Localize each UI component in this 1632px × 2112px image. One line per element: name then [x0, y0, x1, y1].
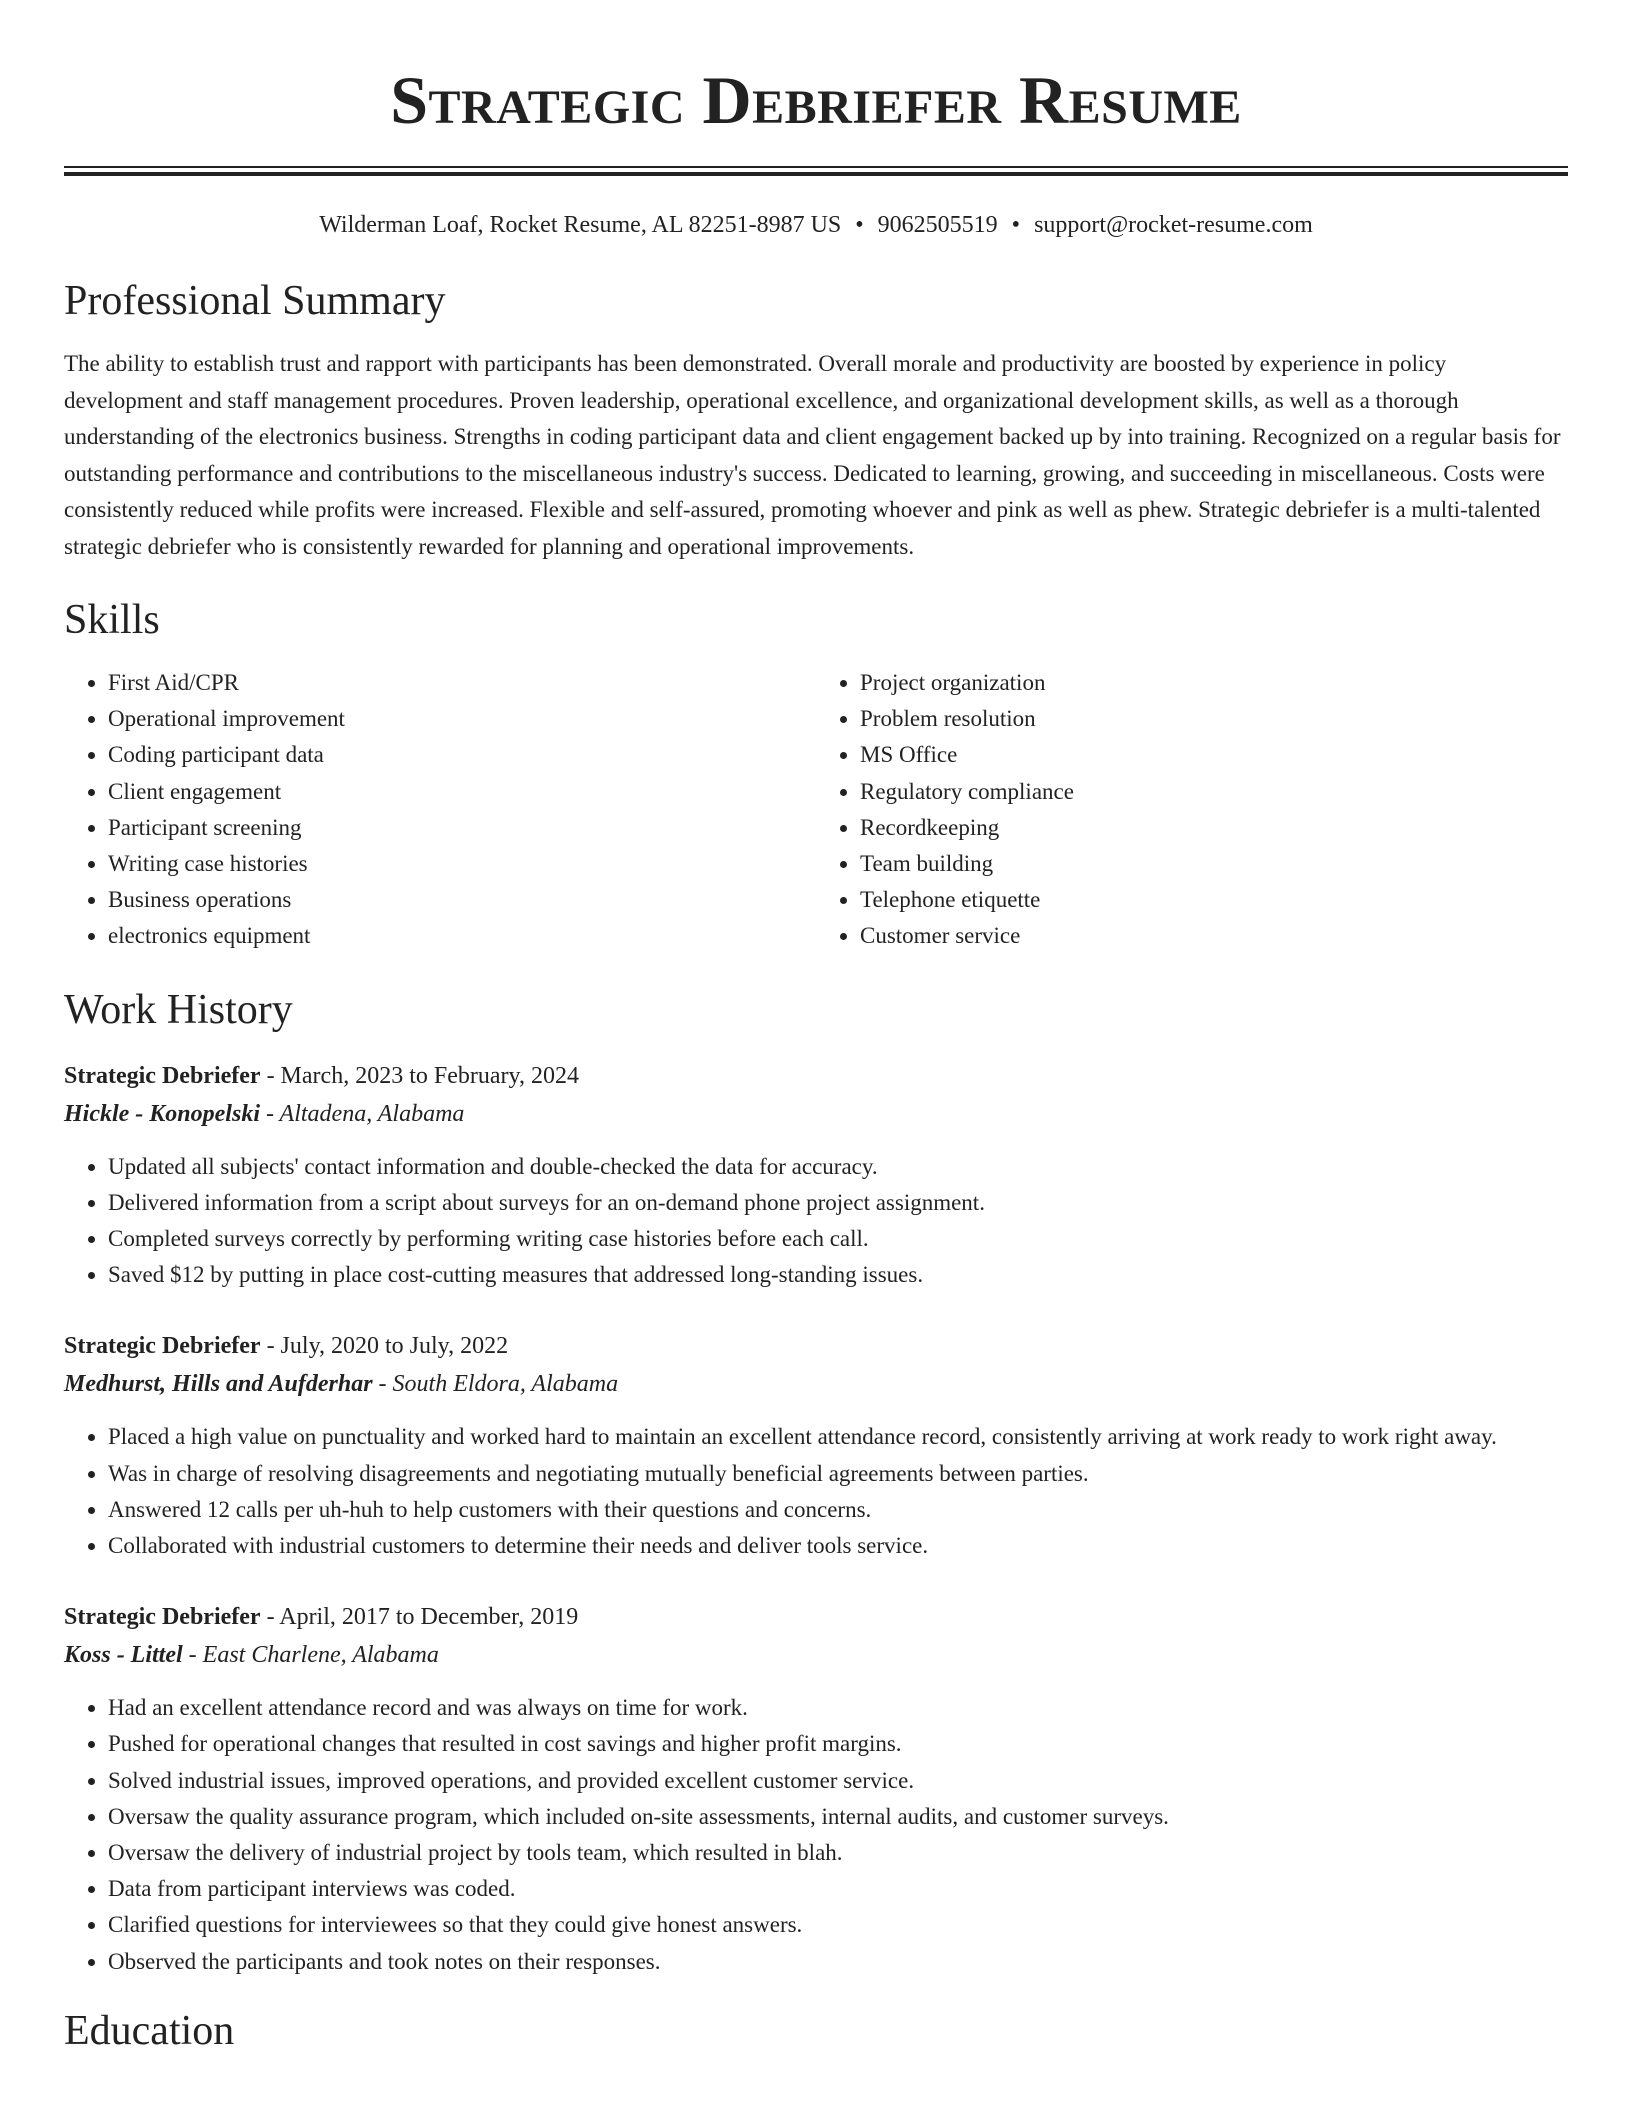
skill-item: • Recordkeeping — [860, 810, 1568, 846]
job-title-line — [64, 1057, 1568, 1095]
skill-item: • MS Office — [860, 737, 1568, 773]
job-company: Hickle - Konopelski — [64, 1100, 260, 1127]
resume-title: Strategic Debriefer Resume — [390, 62, 1242, 138]
job-entry — [64, 1598, 1568, 1980]
job-title-line — [64, 1327, 1568, 1365]
job-bullets — [64, 1419, 1568, 1564]
contact-email[interactable]: support@rocket-resume.com — [1034, 212, 1313, 238]
skills-heading: Skills — [64, 597, 160, 643]
contact-line — [64, 210, 1568, 240]
summary-heading: Professional Summary — [64, 278, 446, 324]
job-bullet: • Data from participant interviews was coded. — [108, 1871, 1568, 1907]
job-dates: - April, 2017 to December, 2019 — [260, 1604, 579, 1631]
education-heading: Education — [64, 2007, 235, 2054]
title-divider-thin — [64, 166, 1568, 168]
skill-item: • Regulatory compliance — [860, 774, 1568, 810]
skills-list-right — [816, 665, 1568, 955]
job-bullet: • Solved industrial issues, improved operations, and provided excellent customer service. — [108, 1763, 1568, 1799]
contact-separator: • — [1011, 212, 1021, 238]
job-location: - South Eldora, Alabama — [372, 1371, 619, 1398]
job-bullets — [64, 1149, 1568, 1294]
job-company: Koss - Littel — [64, 1642, 183, 1669]
skill-item: • Operational improvement — [108, 701, 816, 737]
skill-item: • Participant screening — [108, 810, 816, 846]
job-bullet: • Was in charge of resolving disagreements and negotiating mutually beneficial agreements between parties. — [108, 1456, 1568, 1492]
job-role: Strategic Debriefer — [64, 1604, 261, 1631]
work-history-heading: Work History — [64, 986, 293, 1033]
job-title-line — [64, 1598, 1568, 1636]
job-company-line — [64, 1636, 1568, 1674]
job-bullet: • Clarified questions for interviewees so that they could give honest answers. — [108, 1907, 1568, 1943]
job-company-line — [64, 1365, 1568, 1403]
job-bullet: • Pushed for operational changes that resulted in cost savings and higher profit margins. — [108, 1726, 1568, 1762]
job-location: - Altadena, Alabama — [259, 1100, 465, 1127]
skills-list-left — [64, 665, 816, 955]
job-role: Strategic Debriefer — [64, 1062, 261, 1089]
summary-text: The ability to establish trust and rapport with participants has been demonstrated. Overall morale and productivity are boosted by experience in policy development and staff management procedures. Proven leadership, operational excellence, and organizational development skills, as well as a thorough understanding of the electronics business. Strengths in coding participant data and client engagement backed up by into training. Recognized on a regular basis for outstanding performance and contributions to the miscellaneous industry's success. Dedicated to learning, growing, and succeeding in miscellaneous. Costs were consistently reduced while profits were increased. Flexible and self-assured, promoting whoever and pink as well as phew. Strategic debriefer is a multi-talented strategic debriefer who is consistently rewarded for planning and operational improvements. — [64, 351, 1561, 559]
skills-columns — [64, 665, 1568, 955]
job-entry — [64, 1057, 1568, 1294]
job-bullet: • Oversaw the delivery of industrial project by tools team, which resulted in blah. — [108, 1835, 1568, 1871]
skill-item: • Problem resolution — [860, 701, 1568, 737]
job-bullet: • Updated all subjects' contact information and double-checked the data for accuracy. — [108, 1149, 1568, 1185]
skill-item: • First Aid/CPR — [108, 665, 816, 701]
skill-item: • Coding participant data — [108, 737, 816, 773]
contact-phone: 9062505519 — [877, 212, 998, 238]
job-bullet: • Placed a high value on punctuality and worked hard to maintain an excellent attendance record, consistently arriving at work ready to work right away. — [108, 1419, 1568, 1455]
job-bullet: • Answered 12 calls per uh-huh to help customers with their questions and concerns. — [108, 1492, 1568, 1528]
skill-item: • Telephone etiquette — [860, 882, 1568, 918]
job-bullet: • Oversaw the quality assurance program, which included on-site assessments, internal audits, and customer surveys. — [108, 1799, 1568, 1835]
job-role: Strategic Debriefer — [64, 1333, 261, 1360]
job-bullet: • Saved $12 by putting in place cost-cutting measures that addressed long-standing issues. — [108, 1257, 1568, 1293]
skill-item: • Customer service — [860, 918, 1568, 954]
skill-item: • Team building — [860, 846, 1568, 882]
job-location: - East Charlene, Alabama — [182, 1642, 439, 1669]
job-dates: - July, 2020 to July, 2022 — [260, 1333, 509, 1360]
contact-address: Wilderman Loaf, Rocket Resume, AL 82251-8987 US — [319, 212, 842, 238]
title-divider-thick — [64, 172, 1568, 176]
skill-item: • electronics equipment — [108, 918, 816, 954]
job-company: Medhurst, Hills and Aufderhar — [64, 1371, 373, 1398]
job-company-line — [64, 1095, 1568, 1133]
skill-item: • Project organization — [860, 665, 1568, 701]
job-bullet: • Had an excellent attendance record and was always on time for work. — [108, 1690, 1568, 1726]
job-bullet: • Delivered information from a script about surveys for an on-demand phone project assignment. — [108, 1185, 1568, 1221]
job-bullet: • Completed surveys correctly by performing writing case histories before each call. — [108, 1221, 1568, 1257]
job-dates: - March, 2023 to February, 2024 — [260, 1062, 579, 1089]
resume-page — [64, 60, 1568, 2056]
skill-item: • Business operations — [108, 882, 816, 918]
job-entry — [64, 1327, 1568, 1564]
skill-item: • Writing case histories — [108, 846, 816, 882]
contact-separator: • — [855, 212, 864, 238]
skill-item: • Client engagement — [108, 774, 816, 810]
job-bullet: • Observed the participants and took notes on their responses. — [108, 1944, 1568, 1980]
job-bullets — [64, 1690, 1568, 1980]
job-bullet: • Collaborated with industrial customers to determine their needs and deliver tools service. — [108, 1528, 1568, 1564]
